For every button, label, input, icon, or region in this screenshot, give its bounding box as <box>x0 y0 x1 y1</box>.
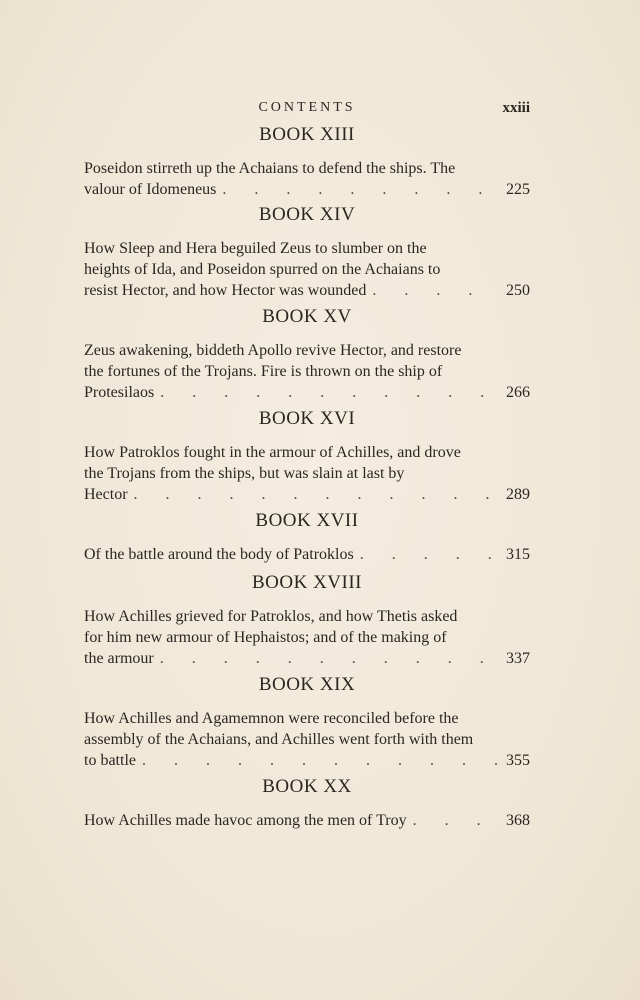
entry-line: heights of Ida, and Poseidon spurred on the Achaians to <box>84 261 441 278</box>
book-heading: BOOK XVII <box>255 510 359 531</box>
entry-page-number: 266 <box>506 384 530 401</box>
entry-last-text: Protesilaos <box>84 384 155 401</box>
toc-entry-book-xx <box>84 776 530 831</box>
dot-leader <box>160 382 500 403</box>
entry-line: Zeus awakening, biddeth Apollo revive Hector, and restore <box>84 342 462 359</box>
entry-line: How Achilles grieved for Patroklos, and how Thetis asked <box>84 608 458 625</box>
book-heading: BOOK XIX <box>258 674 356 695</box>
dot-leader <box>360 544 500 565</box>
toc-entry-book-xvi <box>84 408 530 505</box>
entry-page-number: 337 <box>506 650 530 667</box>
entry-line: assembly of the Achaians, and Achilles went forth with them <box>84 731 474 748</box>
entry-last-line <box>84 179 530 200</box>
entry-page-number: 250 <box>506 282 530 299</box>
entry-line: for him new armour of Hephaistos; and of the making of <box>84 629 447 646</box>
entry-last-text: How Achilles made havoc among the men of Troy <box>84 812 407 829</box>
entry-page-number: 315 <box>506 546 530 563</box>
toc-entry-book-xiii <box>84 124 530 200</box>
book-heading: BOOK XVIII <box>251 572 362 593</box>
entry-last-text: valour of Idomeneus <box>84 181 217 198</box>
contents-title: CONTENTS <box>258 100 356 115</box>
toc-entry-book-xvii <box>84 510 530 565</box>
entry-last-line <box>84 484 530 505</box>
toc-entry-book-xviii <box>84 572 530 669</box>
dot-leader <box>372 280 500 301</box>
page-number: xxiii <box>502 100 530 116</box>
entry-line: the Trojans from the ships, but was slain at last by <box>84 465 405 482</box>
entry-line: Poseidon stirreth up the Achaians to defend the ships. The <box>84 160 456 177</box>
book-heading: BOOK XV <box>262 306 352 327</box>
entry-last-text: resist Hector, and how Hector was wounded <box>84 282 367 299</box>
dot-leader <box>142 750 500 771</box>
entry-page-number: 225 <box>506 181 530 198</box>
entry-last-text: to battle <box>84 752 136 769</box>
entry-last-line <box>84 648 530 669</box>
entry-page-number: 368 <box>506 812 530 829</box>
entry-last-text: the armour <box>84 650 154 667</box>
book-heading: BOOK XIV <box>258 204 356 225</box>
entry-line: How Achilles and Agamemnon were reconciled before the <box>84 710 459 727</box>
dot-leader <box>222 179 500 200</box>
toc-entry-book-xiv <box>84 204 530 301</box>
running-header <box>84 100 530 120</box>
entry-last-text: Of the battle around the body of Patroklos <box>84 546 354 563</box>
entry-page-number: 289 <box>506 486 530 503</box>
book-heading: BOOK XIII <box>259 124 355 145</box>
entry-line: How Sleep and Hera beguiled Zeus to slumber on the <box>84 240 427 257</box>
entry-page-number: 355 <box>506 752 530 769</box>
entry-last-text: Hector <box>84 486 128 503</box>
book-heading: BOOK XX <box>262 776 352 797</box>
entry-last-line <box>84 750 530 771</box>
toc-entry-book-xix <box>84 674 530 771</box>
dot-leader <box>134 484 500 505</box>
toc-entry-book-xv <box>84 306 530 403</box>
entry-line: How Patroklos fought in the armour of Achilles, and drove <box>84 444 461 461</box>
entry-line: the fortunes of the Trojans. Fire is thrown on the ship of <box>84 363 443 380</box>
dot-leader <box>160 648 500 669</box>
entry-last-line <box>84 280 530 301</box>
dot-leader <box>413 810 500 831</box>
entry-last-line <box>84 382 530 403</box>
entry-last-line <box>84 810 530 831</box>
entry-last-line <box>84 544 530 565</box>
book-heading: BOOK XVI <box>258 408 356 429</box>
